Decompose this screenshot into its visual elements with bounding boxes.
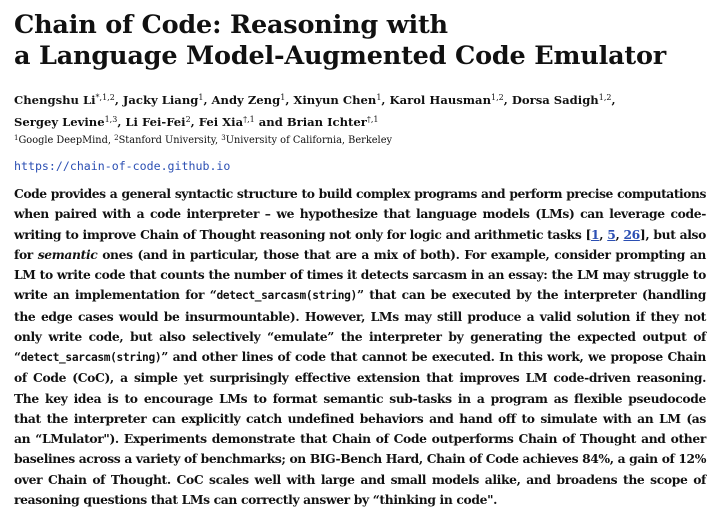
citation-link[interactable]: 26 — [623, 226, 640, 242]
abstract-line: Code provides a general syntactic structure to build complex programs and perform precise computations — [14, 186, 706, 201]
abstract — [14, 184, 706, 510]
paper-title — [14, 10, 706, 72]
title-line-2: a Language Model-Augmented Code Emulator — [14, 41, 667, 71]
author: Dorsa Sadigh$^{1,2}$ — [511, 93, 612, 107]
abstract-line: only write code, but also selectively “emulate” the interpreter by generating the expected output of — [14, 328, 706, 344]
abstract-line: writing to improve Chain of Thought reasoning not only for logic and arithmetic tasks [1, 5, 26], but also — [14, 226, 706, 242]
inline-code: detect_sarcasm(string) — [20, 351, 162, 364]
author-list — [14, 88, 706, 132]
affiliations: $^1$Google DeepMind, $^2$Stanford University, $^3$University of California, Berkeley — [14, 134, 393, 146]
abstract-line: when paired with a code interpreter – we hypothesize that language models (LMs) can leverage code- — [14, 206, 706, 222]
title-line-1: Chain of Code: Reasoning with — [14, 10, 448, 40]
abstract-line: an “LMulator"). Experiments demonstrate that Chain of Code outperforms Chain of Thought and other — [14, 431, 706, 446]
author: Xinyun Chen$^1$ — [293, 93, 382, 107]
project-url-link[interactable]: https://chain-of-code.github.io — [14, 159, 231, 173]
author: Chengshu $Li^{*,1,2}$ — [14, 93, 115, 107]
abstract-line: write an implementation for “detect_sarcasm(string)” that can be executed by the interpreter (handling — [14, 287, 706, 303]
abstract-line: “detect_sarcasm(string)” and other lines of code that cannot be executed. In this work, we propose Chain — [14, 349, 706, 364]
inline-code: detect_sarcasm(string) — [216, 289, 357, 303]
author: Karol Hausman$^{1,2}$ — [389, 93, 504, 107]
abstract-line: that the interpreter can explicitly catch undefined behaviors and hand off to simulate with an LM (as — [14, 410, 706, 426]
paper-header — [14, 10, 706, 510]
abstract-line: for semantic ones (and in particular, those that are a mix of both). For example, consider prompting an — [14, 246, 706, 262]
citation-link[interactable]: 5 — [607, 226, 616, 242]
abstract-line: the edge cases would be insurmountable). However, LMs may still produce a valid solution if they not — [14, 308, 706, 324]
abstract-line: of Code (CoC), a simple yet surprisingly effective extension that improves LM code-driven reasoning. — [14, 370, 706, 386]
author: Brian Ichter$^{\dagger,1}$ — [286, 115, 379, 129]
authors-line-1: Chengshu $Li^{*,1,2}$, Jacky Liang$^1$, Andy Zeng$^1$, Xinyun Chen$^1$, Karol Hausman$^{1,2}$, Dorsa Sadigh$^{1,2}$, — [14, 93, 616, 107]
abstract-line: The key idea is to encourage LMs to format semantic sub-tasks in a program as flexible pseudocode — [14, 390, 706, 406]
author: Sergey Levine$^{1,3}$ — [14, 115, 118, 129]
author: Fei Xia$^{\dagger,1}$ — [198, 115, 255, 129]
author: Jacky Liang$^1$ — [122, 93, 204, 107]
authors-line-2: Sergey Levine$^{1,3}$, Li Fei-Fei$^2$, Fei Xia$^{\dagger,1}$ and Brian Ichter$^{\dagger,1}$ — [14, 115, 379, 129]
abstract-line: baselines across a variety of benchmarks; on BIG-Bench Hard, Chain of Code achieves 84%, a gain of 12% — [14, 451, 706, 467]
abstract-line: reasoning questions that LMs can correctly answer by “thinking in code". — [14, 491, 498, 507]
abstract-line: over Chain of Thought. CoC scales well with large and small models alike, and broadens the scope of — [14, 471, 706, 487]
citation-link[interactable]: 1 — [590, 226, 600, 242]
author: Andy Zeng$^1$ — [211, 93, 286, 107]
author: Li Fei-Fei$^2$ — [125, 115, 191, 129]
abstract-line: LM to write code that counts the number of times it detects sarcasm in an essay: the LM may struggle to — [14, 267, 706, 282]
